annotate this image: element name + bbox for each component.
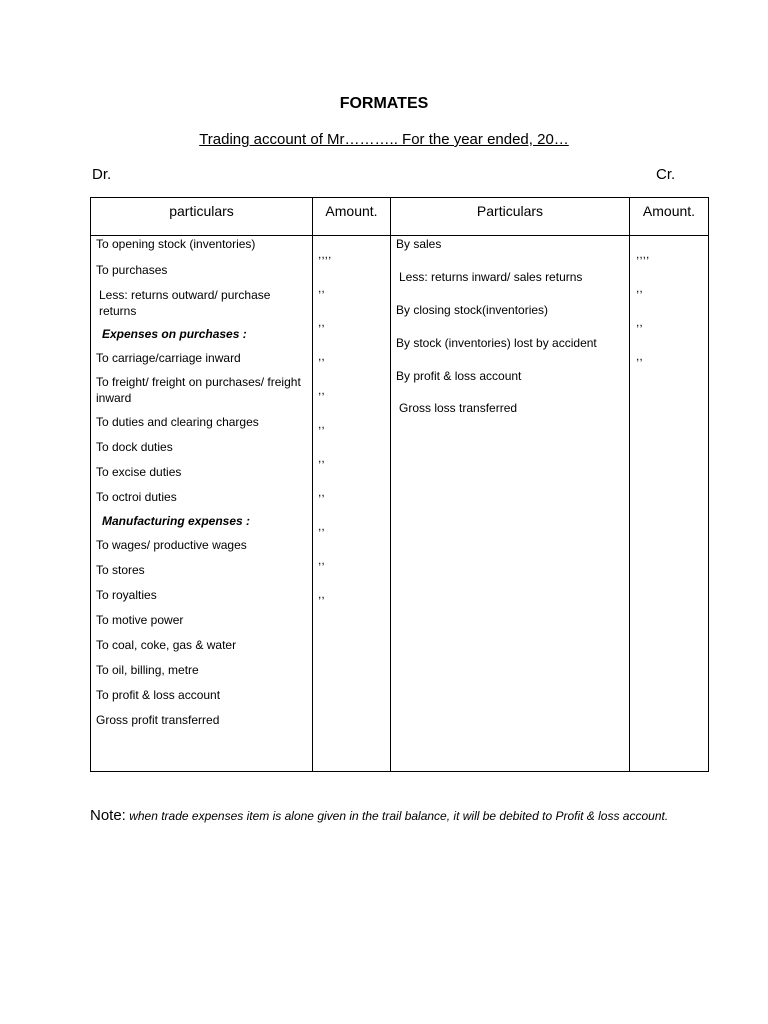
amount-placeholder: ,,: [318, 587, 325, 601]
ledger-item: To carriage/carriage inward: [96, 351, 241, 365]
amount-placeholder: ,,: [318, 349, 325, 363]
debit-amount-column: [318, 246, 378, 620]
amount-placeholder: ,,: [318, 383, 325, 397]
ledger-item: To freight/ freight on purchases/ freight inward: [96, 375, 301, 405]
amount-placeholder: ,,: [318, 315, 325, 329]
ledger-item: By profit & loss account: [396, 369, 522, 383]
document-title: FORMATES: [339, 95, 429, 112]
ledger-item: To wages/ productive wages: [96, 538, 247, 552]
ledger-item: To stores: [96, 563, 145, 577]
document-subtitle: Trading account of Mr……….. For the year ended, 20…: [199, 131, 569, 148]
amount-placeholder: ,,: [636, 315, 643, 329]
header-debit-amount: Amount.: [325, 203, 378, 219]
ledger-item: To purchases: [96, 263, 168, 277]
ledger-item: Less: returns outward/ purchase returns: [99, 288, 271, 318]
amount-placeholder: ,,: [318, 417, 325, 431]
column-divider: [312, 198, 313, 771]
ledger-item: To opening stock (inventories): [96, 237, 256, 251]
ledger-item: By closing stock(inventories): [396, 303, 549, 317]
amount-placeholder: ,,,,: [636, 247, 650, 261]
header-credit-amount: Amount.: [642, 203, 696, 219]
ledger-item: To dock duties: [96, 440, 173, 454]
column-divider: [629, 198, 630, 771]
amount-placeholder: ,,: [318, 451, 325, 465]
amount-placeholder: ,,: [318, 485, 325, 499]
ledger-item: To octroi duties: [96, 490, 177, 504]
ledger-item: To motive power: [96, 613, 184, 627]
header-debit-particulars: particulars: [169, 203, 234, 219]
ledger-item: By stock (inventories) lost by accident: [396, 336, 597, 350]
ledger-item: To oil, billing, metre: [96, 663, 199, 677]
ledger-item: By sales: [396, 237, 442, 251]
ledger-item: Gross profit transferred: [96, 713, 220, 727]
header-credit-particulars: Particulars: [476, 203, 544, 219]
amount-placeholder: ,,: [636, 349, 643, 363]
section-heading: Expenses on purchases :: [102, 327, 247, 341]
trading-account-table: [90, 197, 709, 772]
amount-placeholder: ,,,,: [318, 247, 332, 261]
amount-placeholder: ,,: [636, 281, 643, 295]
amount-placeholder: ,,: [318, 519, 325, 533]
ledger-item: To coal, coke, gas & water: [96, 638, 237, 652]
ledger-item: To duties and clearing charges: [96, 415, 259, 429]
ledger-item: To profit & loss account: [96, 688, 221, 702]
ledger-item: To royalties: [96, 588, 157, 602]
credit-amount-column: [636, 246, 696, 382]
ledger-item: To excise duties: [96, 465, 182, 479]
credit-particulars-column: [396, 236, 626, 416]
debit-label: Dr.: [92, 166, 112, 183]
ledger-item: Less: returns inward/ sales returns: [399, 270, 583, 284]
amount-placeholder: ,,: [318, 553, 325, 567]
ledger-item: Gross loss transferred: [399, 401, 518, 415]
section-heading: Manufacturing expenses :: [102, 514, 251, 528]
note-label: Note:: [90, 807, 126, 824]
amount-placeholder: ,,: [318, 281, 325, 295]
note-text: when trade expenses item is alone given in the trail balance, it will be debited to Profit & loss account.: [129, 809, 669, 823]
debit-particulars-column: [96, 236, 306, 728]
note: [90, 806, 690, 826]
column-divider: [390, 198, 391, 771]
credit-label: Cr.: [656, 166, 676, 183]
